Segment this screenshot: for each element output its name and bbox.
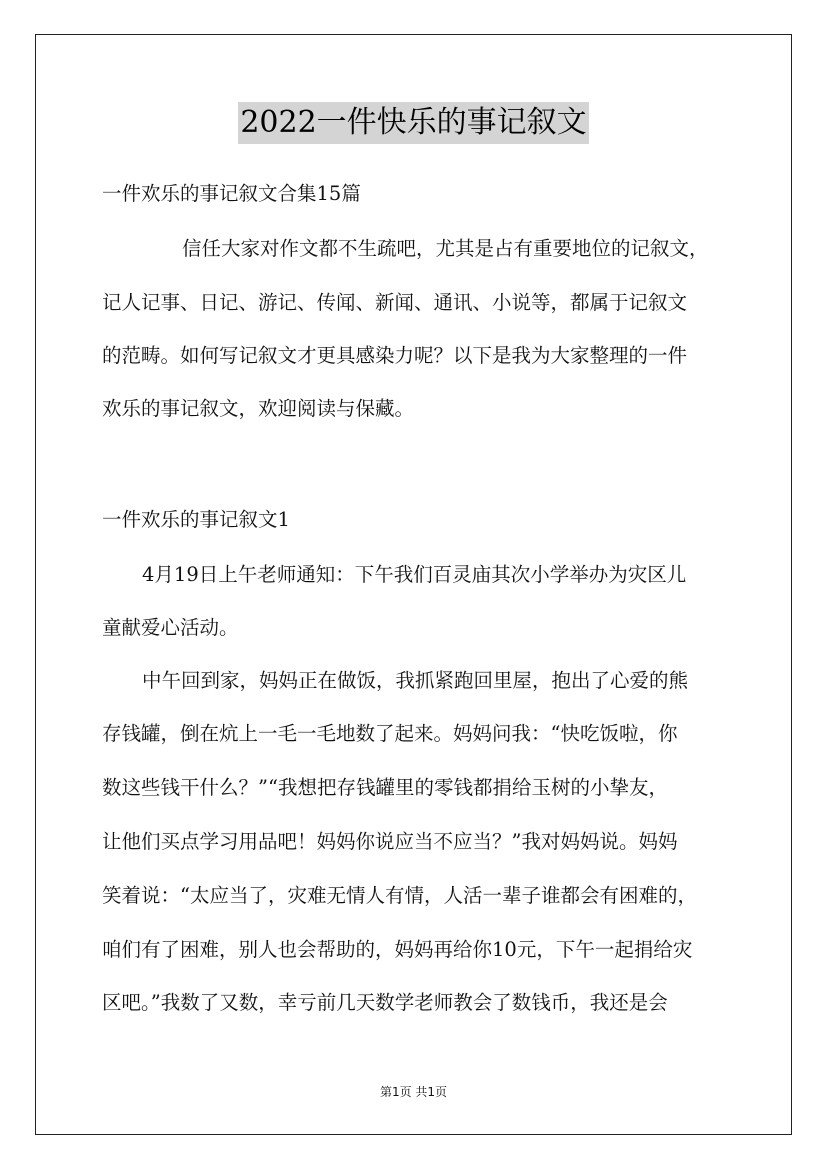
document-title: 2022一件快乐的事记叙文 [238,102,588,144]
section-heading: 一件欢乐的事记叙文1 [102,508,290,531]
para2-line-1: 中午回到家，妈妈正在做饭，我抓紧跑回里屋，抱出了心爱的熊 [142,669,689,692]
para2-line-3: 数这些钱干什么？”“我想把存钱罐里的零钱都捐给玉树的小挚友， [102,776,668,799]
para2-line-4: 让他们买点学习用品吧！妈妈你说应当不应当？”我对妈妈说。妈妈 [102,830,678,853]
para2-line-6: 咱们有了困难，别人也会帮助的，妈妈再给你10元，下午一起捐给灾 [102,938,693,961]
para1-line-2: 童献爱心活动。 [102,616,239,639]
para1-line-1: 4月19日上午老师通知：下午我们百灵庙其次小学举办为灾区儿 [142,563,687,586]
title-container [0,102,827,144]
intro-line-1: 信任大家对作文都不生疏吧，尤其是占有重要地位的记叙文， [182,237,709,260]
intro-line-2: 记人记事、日记、游记、传闻、新闻、通讯、小说等，都属于记叙文 [102,291,688,314]
para2-line-2: 存钱罐，倒在炕上一毛一毛地数了起来。妈妈问我：“快吃饭啦，你 [102,722,678,745]
page-footer: 第1页 共1页 [379,1085,448,1099]
document-subtitle: 一件欢乐的事记叙文合集15篇 [102,182,361,205]
para2-line-7: 区吧。”我数了又数，幸亏前几天数学老师教会了数钱币，我还是会 [102,991,668,1014]
intro-line-3: 的范畴。如何写记叙文才更具感染力呢？以下是我为大家整理的一件 [102,344,688,367]
para2-line-5: 笑着说：“太应当了，灾难无情人有情，人活一辈子谁都会有困难的， [102,884,697,907]
intro-line-4: 欢乐的事记叙文，欢迎阅读与保藏。 [102,397,415,420]
